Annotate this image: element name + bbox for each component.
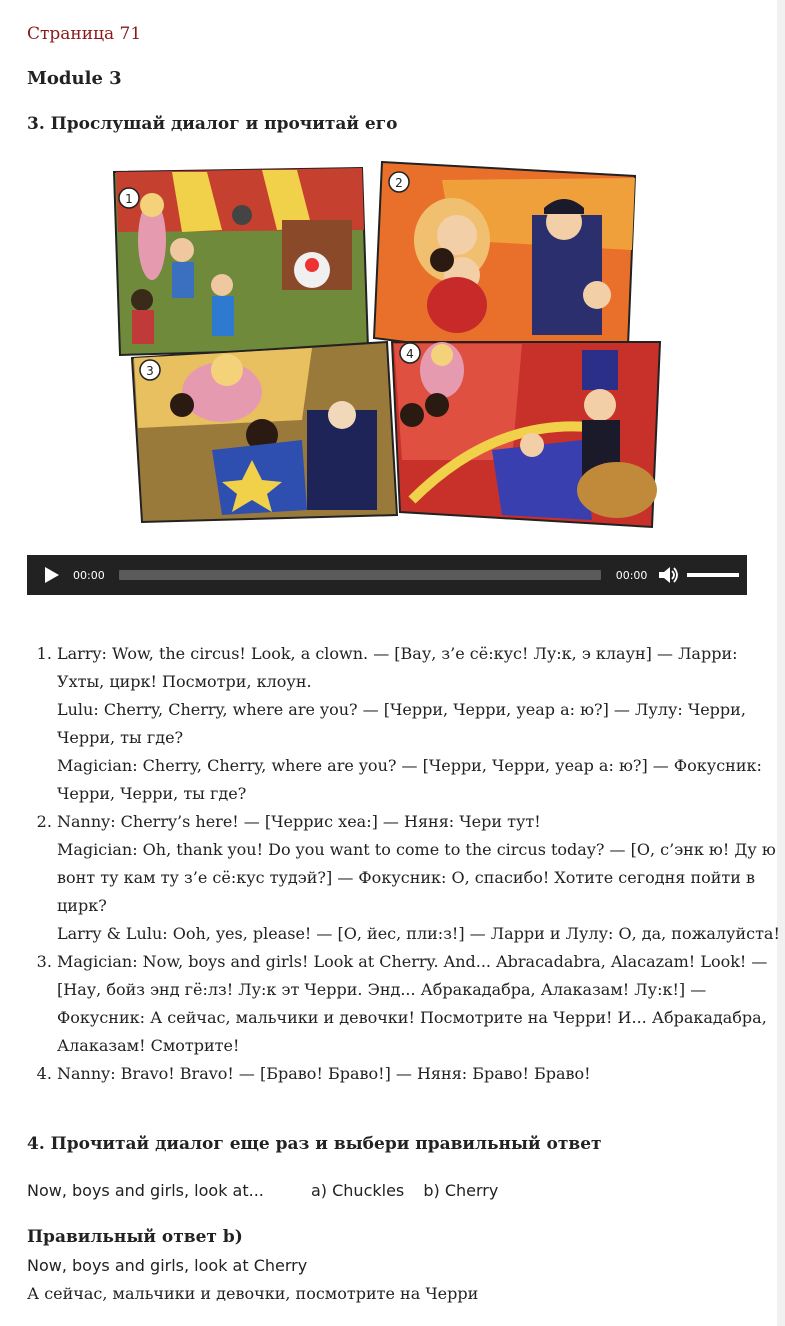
dialog-item bbox=[57, 948, 785, 1060]
dialog-line: 1. Larry: Wow, the circus! Look, a clown. — [Вау, з’е сё:кус! Лу:к, э клаун] — Ларри: Ухты, цирк! Посмотри, клоун. bbox=[57, 644, 738, 691]
dialog-line: 3. Magician: Now, boys and girls! Look at Cherry. And... Abracadabra, Alacazam! Look! — [Нау, бойз энд гё:лз! Лу:к эт Черри. Энд... Абракадабра, Алаказам! Лу:к!] — Фокусник: А сейчас, мальчики и девочки! Посмотрите на Черри! И... Абракадабра, Алаказам! Смотрите! bbox=[57, 952, 768, 1055]
dialog-item bbox=[57, 640, 785, 808]
audio-duration: 00:00 bbox=[615, 568, 648, 582]
dialog-item bbox=[57, 1060, 785, 1088]
audio-current-time: 00:00 bbox=[73, 568, 105, 582]
option-a: a) Chuckles bbox=[310, 1181, 405, 1200]
panel-number-2: 2 bbox=[395, 176, 403, 190]
module-title: Module 3 bbox=[27, 68, 122, 89]
comic-panel-2 bbox=[374, 162, 635, 370]
task4-title: 4. Прочитай диалог еще раз и выбери правильный ответ bbox=[27, 1134, 602, 1154]
dialog-line: Magician: Cherry, Cherry, where are you? — [Черри, Черри, уеар а: ю?] — Фокусник: Черри, Черри, ты где? bbox=[57, 756, 762, 803]
dialog-list bbox=[27, 640, 785, 1088]
comic-panel-4 bbox=[392, 342, 660, 527]
page-link[interactable]: Страница 71 bbox=[27, 24, 142, 44]
answer-russian: А сейчас, мальчики и девочки, посмотрите на Черри bbox=[27, 1284, 479, 1303]
panel-number-1: 1 bbox=[125, 192, 133, 206]
volume-icon[interactable] bbox=[659, 566, 679, 584]
dialog-line: Magician: Oh, thank you! Do you want to come to the circus today? — [О, с’энк ю! Ду ю вонт ту кам ту з’е сё:кус тудэй?] — Фокусник: О, спасибо! Хотите сегодня пойти в цирк? bbox=[57, 840, 776, 915]
question bbox=[27, 1181, 498, 1200]
dialog-line: Larry & Lulu: Ooh, yes, please! — [О, йес, пли:з!] — Ларри и Лулу: О, да, пожалуйста! bbox=[57, 924, 780, 943]
answer-english: Now, boys and girls, look at Cherry bbox=[27, 1256, 308, 1275]
comic-panel-1 bbox=[114, 168, 368, 355]
comic-panel-3 bbox=[132, 342, 397, 522]
task3-title: 3. Прослушай диалог и прочитай его bbox=[27, 114, 398, 134]
dialog-line: Lulu: Cherry, Cherry, where are you? — [Черри, Черри, уеар а: ю?] — Лулу: Черри, Черри, ты где? bbox=[57, 700, 746, 747]
question-text: Now, boys and girls, look at... bbox=[27, 1181, 264, 1200]
play-icon[interactable] bbox=[45, 567, 59, 583]
dialog-item bbox=[57, 808, 785, 948]
answer-title: Правильный ответ b) bbox=[27, 1227, 243, 1247]
option-b: b) Cherry bbox=[423, 1181, 499, 1200]
audio-progress-track[interactable] bbox=[119, 570, 601, 580]
comic-illustration bbox=[112, 160, 662, 530]
dialog-line: 2. Nanny: Cherry’s here! — [Черрис хеа:] — Няня: Чери тут! bbox=[57, 812, 541, 831]
audio-player bbox=[27, 555, 747, 595]
panel-number-3: 3 bbox=[146, 364, 154, 378]
panel-number-4: 4 bbox=[406, 347, 414, 361]
volume-slider[interactable] bbox=[687, 573, 739, 577]
dialog-line: 4. Nanny: Bravo! Bravo! — [Браво! Браво!] — Няня: Браво! Браво! bbox=[57, 1064, 591, 1083]
